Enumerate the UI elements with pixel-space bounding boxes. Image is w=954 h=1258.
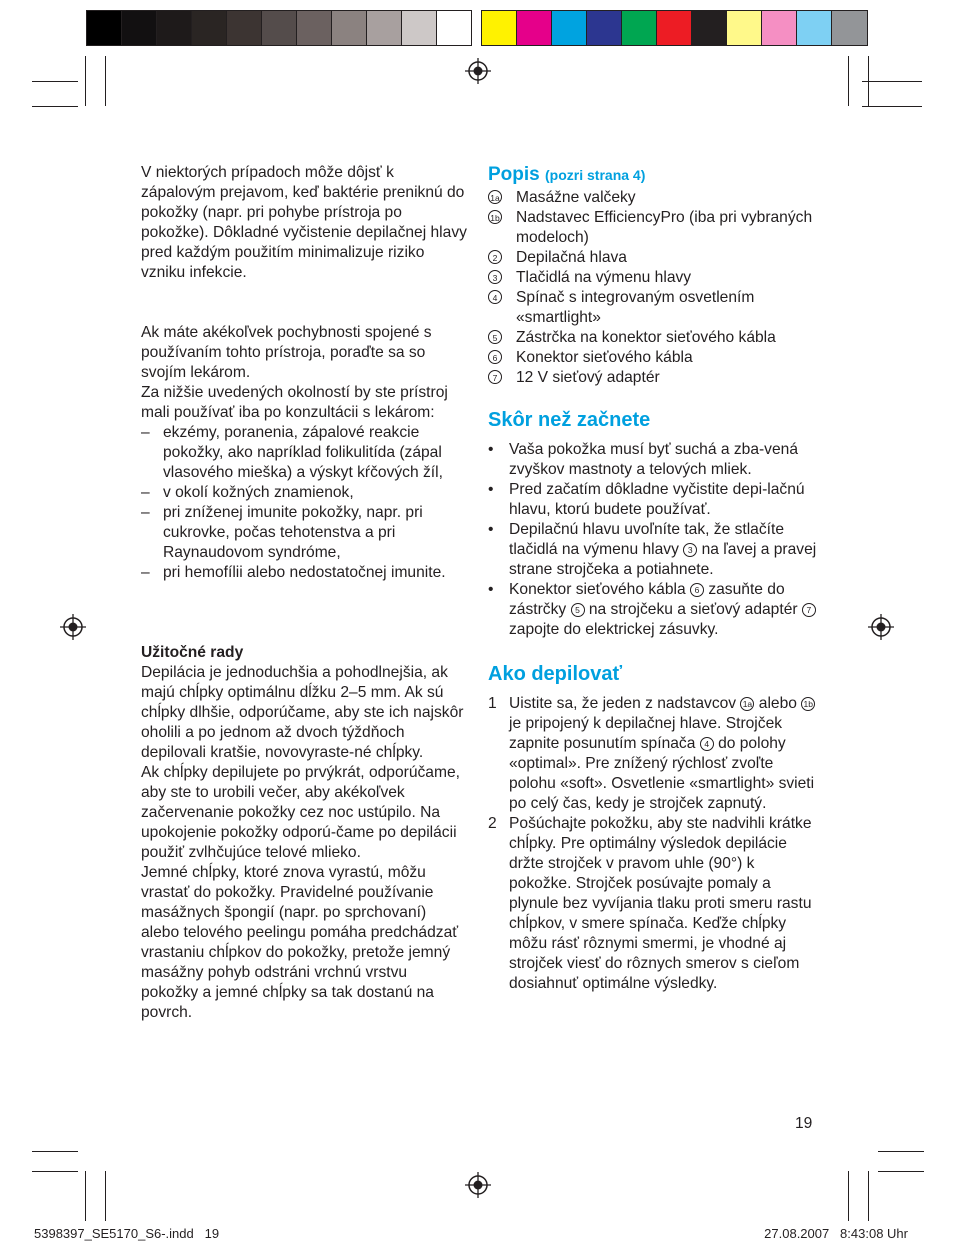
number-badge: 5 bbox=[571, 603, 585, 617]
registration-mark-icon bbox=[60, 614, 86, 640]
list-item: 2 Pošúchajte pokožku, aby ste nadvihli krátke chĺpky. Pre optimálny výsledok depilácie držte strojček v pravom uhle (90°) k pokožke. Strojček posúvajte pomaly a plynule bez vyvíjania tlaku proti smeru rastu chĺpkov, v smere spínača. Keďže chĺpky môžu rásť rôznymi smermi, je vhodné aj strojček viesť do rôznych smerov s cieľom dosiahnuť optimálne výsledky. bbox=[488, 815, 812, 992]
number-badge: 7 bbox=[802, 603, 816, 617]
registration-mark-icon bbox=[465, 58, 491, 84]
bullet-marker: • bbox=[488, 521, 494, 538]
color-swatch bbox=[762, 11, 797, 45]
parts-list bbox=[488, 188, 818, 388]
color-swatch bbox=[482, 11, 517, 45]
crop-mark bbox=[878, 1151, 924, 1152]
list-item: 3 Tlačidlá na výmenu hlavy bbox=[488, 268, 818, 288]
number-badge: 6 bbox=[488, 350, 502, 364]
crop-mark bbox=[85, 56, 86, 106]
gray-swatch bbox=[227, 11, 262, 45]
list-item: 6 Konektor sieťového kábla bbox=[488, 348, 818, 368]
crop-mark bbox=[868, 56, 869, 106]
list-item: 4 Spínač s integrovaným osvetlením «smartlight» bbox=[488, 288, 818, 328]
section-title-before: Skôr než začnete bbox=[488, 409, 651, 431]
list-item: 5 Zástrčka na konektor sieťového kábla bbox=[488, 328, 818, 348]
section-subtitle: (pozri strana 4) bbox=[545, 167, 646, 183]
step-number: 2 bbox=[488, 815, 497, 832]
list-item: 1 Uistite sa, že jeden z nadstavcov 1a alebo 1b je pripojený k depilačnej hlave. Strojček zapnite posunutím spínača 4 do polohy «optimal». Pre znížený rýchlosť zvoľte polohu «soft». Osvetlenie «smartlight» svieti po celý čas, kedy je strojček zapnutý. bbox=[488, 695, 815, 812]
left-column bbox=[141, 163, 467, 1023]
bullet-marker: • bbox=[488, 581, 494, 598]
dash-marker: – bbox=[141, 564, 150, 581]
list-item: • Vaša pokožka musí byť suchá a zba-vená zvyškov mastnoty a telových mliek. bbox=[488, 441, 799, 478]
crop-mark bbox=[848, 1171, 849, 1221]
registration-mark-icon bbox=[465, 1172, 491, 1198]
dash-marker: – bbox=[141, 484, 150, 501]
section-title-how: Ako depilovať bbox=[488, 663, 623, 685]
color-swatch bbox=[727, 11, 762, 45]
color-swatch bbox=[832, 11, 867, 45]
number-badge: 3 bbox=[488, 270, 502, 284]
list-item: • Konektor sieťového kábla 6 zasuňte do zástrčky 5 na strojčeku a sieťový adaptér 7 zapojte do elektrickej zásuvky. bbox=[488, 580, 818, 640]
gray-swatch bbox=[262, 11, 297, 45]
tips-heading: Užitočné rady bbox=[141, 644, 244, 661]
gray-swatch bbox=[332, 11, 367, 45]
bullet-marker: • bbox=[488, 481, 494, 498]
gray-swatch bbox=[367, 11, 402, 45]
color-swatch bbox=[797, 11, 832, 45]
crop-mark bbox=[862, 81, 922, 82]
number-badge: 1a bbox=[740, 697, 754, 711]
number-badge: 3 bbox=[683, 543, 697, 557]
gray-swatch bbox=[402, 11, 437, 45]
number-badge: 1b bbox=[488, 210, 502, 224]
list-item: • Pred začatím dôkladne vyčistite depi-lačnú hlavu, ktorú budete používať. bbox=[488, 481, 805, 518]
gray-swatch bbox=[122, 11, 157, 45]
paragraph: Depilácia je jednoduchšia a pohodlnejšia, ak majú chĺpky optimálnu dĺžku 2–5 mm. Ak sú chĺpky dlhšie, odporúčame, aby ste ich najskôr oholili a po jednom až dvoch týždňoch depilovali kratšie, novovyraste-né chĺpky. bbox=[141, 664, 464, 761]
crop-mark bbox=[85, 1171, 86, 1221]
number-badge: 5 bbox=[488, 330, 502, 344]
list-item: 1a Masážne valčeky bbox=[488, 188, 818, 208]
crop-mark bbox=[105, 56, 106, 106]
list-item: – pri zníženej imunite pokožky, napr. pri cukrovke, počas tehotenstva a pri Raynaudovom syndróme, bbox=[141, 504, 423, 561]
bullet-marker: • bbox=[488, 441, 494, 458]
contraindication-list bbox=[141, 423, 467, 583]
list-item: – pri hemofílii alebo nedostatočnej imunite. bbox=[141, 564, 446, 581]
color-swatch bbox=[517, 11, 552, 45]
number-badge: 6 bbox=[690, 583, 704, 597]
crop-mark bbox=[32, 1171, 78, 1172]
crop-mark bbox=[848, 56, 849, 106]
number-badge: 1b bbox=[801, 697, 815, 711]
crop-mark bbox=[32, 81, 78, 82]
gray-swatch bbox=[297, 11, 332, 45]
section-title-popis: Popis (pozri strana 4) bbox=[488, 164, 646, 185]
paragraph: Ak chĺpky depilujete po prvýkrát, odporúčame, aby ste to urobili večer, aby akékoľvek začervenanie pokožky cez noc ustúpilo. Na upokojenie pokožky odporú-čame po depilácii použiť zvlhčujúce telové mlieko. bbox=[141, 764, 460, 861]
step-number: 1 bbox=[488, 695, 497, 712]
gray-swatch bbox=[157, 11, 192, 45]
crop-mark bbox=[862, 106, 922, 107]
color-swatch bbox=[692, 11, 727, 45]
list-item: 2 Depilačná hlava bbox=[488, 248, 818, 268]
number-badge: 2 bbox=[488, 250, 502, 264]
list-item: 1b Nadstavec EfficiencyPro (iba pri vybraných modeloch) bbox=[488, 208, 818, 248]
gray-swatch bbox=[437, 11, 471, 45]
grayscale-color-bar bbox=[86, 10, 472, 46]
crop-mark bbox=[868, 1171, 869, 1221]
color-swatch bbox=[657, 11, 692, 45]
footer-timestamp: 27.08.2007 8:43:08 Uhr bbox=[764, 1226, 908, 1241]
number-badge: 4 bbox=[488, 290, 502, 304]
crop-mark bbox=[105, 1171, 106, 1221]
color-swatch bbox=[587, 11, 622, 45]
right-column bbox=[488, 162, 818, 994]
process-color-bar bbox=[481, 10, 868, 46]
registration-mark-icon bbox=[868, 614, 894, 640]
page-number: 19 bbox=[795, 1115, 813, 1132]
paragraph: Ak máte akékoľvek pochybnosti spojené s používaním tohto prístroja, poraďte sa so svojím lekárom. bbox=[141, 324, 432, 381]
number-badge: 1a bbox=[488, 190, 502, 204]
list-item: – ekzémy, poranenia, zápalové reakcie pokožky, ako napríklad folikulitída (zápal vlasového mieška) a výskyt kŕčových žíl, bbox=[141, 424, 443, 481]
gray-swatch bbox=[87, 11, 122, 45]
list-item: – v okolí kožných znamienok, bbox=[141, 484, 354, 501]
list-item: 7 12 V sieťový adaptér bbox=[488, 368, 818, 388]
footer-file-info: 5398397_SE5170_S6-.indd 19 bbox=[34, 1226, 220, 1241]
dash-marker: – bbox=[141, 504, 150, 521]
paragraph: Jemné chĺpky, ktoré znova vyrastú, môžu vrastať do pokožky. Pravidelné používanie masážnych špongií (napr. po sprchovaní) alebo telového peelingu pomáha predchádzať vrastaniu chĺpkov do pokožky, pretože jemný masážny pohyb odstráni vrchnú vrstvu pokožky a jemné chĺpky sa tak dostanú na povrch. bbox=[141, 864, 459, 1021]
crop-mark bbox=[32, 106, 78, 107]
list-item: • Depilačnú hlavu uvoľníte tak, že stlačíte tlačidlá na výmenu hlavy 3 na ľavej a pravej strane strojčeka a potiahnete. bbox=[488, 521, 817, 578]
number-badge: 4 bbox=[700, 737, 714, 751]
number-badge: 7 bbox=[488, 370, 502, 384]
paragraph: V niektorých prípadoch môže dôjsť k zápalovým prejavom, keď baktérie preniknú do pokožky (napr. pri pohybe prístroja po pokožke). Dôkladné vyčistenie depilačnej hlavy pred každým použitím minimalizuje riziko vzniku infekcie. bbox=[141, 164, 467, 281]
paragraph: Za nižšie uvedených okolností by ste prístroj mali používať iba po konzultácii s lekárom: bbox=[141, 384, 448, 421]
color-swatch bbox=[622, 11, 657, 45]
dash-marker: – bbox=[141, 424, 150, 441]
gray-swatch bbox=[192, 11, 227, 45]
crop-mark bbox=[32, 1151, 78, 1152]
color-swatch bbox=[552, 11, 587, 45]
crop-mark bbox=[878, 1171, 924, 1172]
